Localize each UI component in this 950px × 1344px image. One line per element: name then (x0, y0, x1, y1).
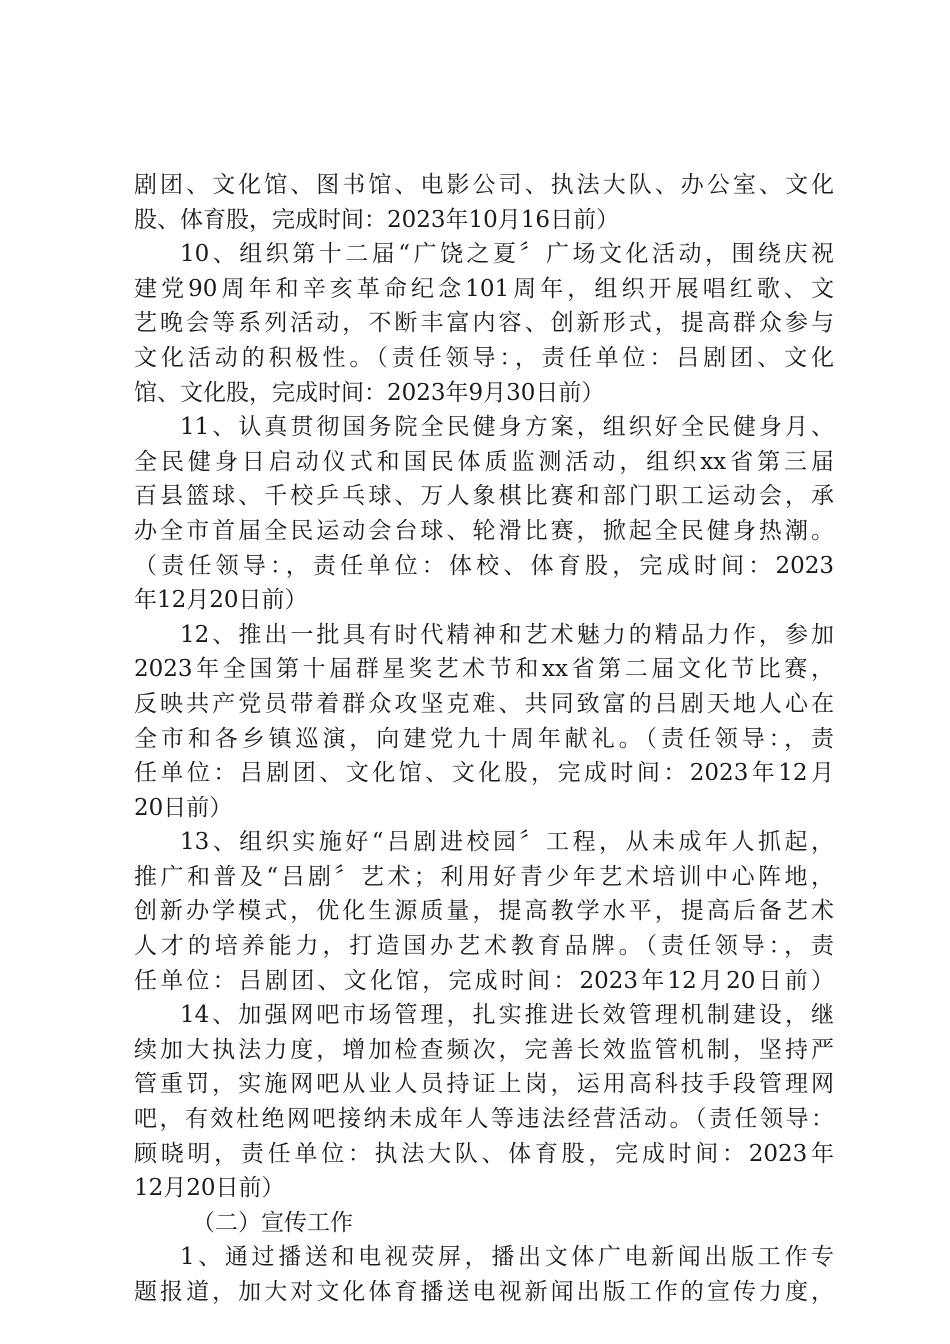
text-line: 12、推出一批具有时代精神和艺术魅力的精品力作，参加 (180, 621, 834, 648)
text-line: （责任领导：，责任单位：体校、体育股，完成时间：2023 (134, 552, 834, 579)
text-line: 12月20日前） (134, 1175, 285, 1202)
text-line: 馆、文化股，完成时间：2023年9月30日前） (134, 379, 605, 406)
text-line: 文化活动的积极性。（责任领导：，责任单位：吕剧团、文化 (134, 344, 834, 371)
text-line: 13、组织实施好“吕剧进校园〞工程，从未成年人抓起， (180, 829, 834, 856)
text-line: 年12月20日前） (134, 587, 308, 614)
text-line: 建党90周年和辛亥革命纪念101周年，组织开展唱红歌、文 (134, 275, 834, 302)
text-line: 创新办学模式，优化生源质量，提高教学水平，提高后备艺术 (134, 898, 834, 925)
text-line: 10、组织第十二届“广饶之夏〞广场文化活动，围绕庆祝 (180, 241, 834, 268)
text-line: 吧，有效杜绝网吧接纳未成年人等违法经营活动。（责任领导： (134, 1106, 834, 1133)
text-line: 题报道，加大对文化体育播送电视新闻出版工作的宣传力度， (134, 1279, 834, 1305)
text-line: 11、认真贯彻国务院全民健身方案，组织好全民健身月、 (180, 414, 834, 441)
text-line: 办全市首届全民运动会台球、轮滑比赛，掀起全民健身热潮。 (134, 517, 834, 544)
text-line: 艺晚会等系列活动，不断丰富内容、创新形式，提高群众参与 (134, 310, 834, 337)
text-line: 任单位：吕剧团、文化馆，完成时间：2023年12月20日前） (134, 967, 834, 994)
text-line: 20日前） (134, 794, 233, 821)
text-line: 百县篮球、千校乒乓球、万人象棋比赛和部门职工运动会，承 (134, 483, 834, 510)
text-line: 全民健身日启动仪式和国民体质监测活动，组织xx省第三届 (134, 448, 834, 475)
text-line: 任单位：吕剧团、文化馆、文化股，完成时间：2023年12月 (134, 760, 834, 787)
document-body (134, 168, 834, 1310)
text-line: 续加大执法力度，增加检查频次，完善长效监管机制，坚持严 (134, 1036, 834, 1063)
section-heading: （二）宣传工作 (192, 1209, 353, 1236)
text-line: 人才的培养能力，打造国办艺术教育品牌。（责任领导：，责 (134, 933, 834, 960)
text-line: 1、通过播送和电视荧屏，播出文体广电新闻出版工作专 (180, 1244, 834, 1271)
text-line: 推广和普及“吕剧〞艺术；利用好青少年艺术培训中心阵地， (134, 863, 834, 890)
text-line: 14、加强网吧市场管理，扎实推进长效管理机制建设，继 (180, 1002, 834, 1029)
text-line: 2023年全国第十届群星奖艺术节和xx省第二届文化节比赛， (134, 656, 834, 683)
text-line: 反映共产党员带着群众攻坚克难、共同致富的吕剧天地人心在 (134, 690, 834, 717)
text-line: 股、体育股，完成时间：2023年10月16日前） (134, 206, 620, 233)
text-line: 全市和各乡镇巡演，向建党九十周年献礼。（责任领导：，责 (134, 725, 834, 752)
text-line: 顾晓明，责任单位：执法大队、体育股，完成时间：2023年 (134, 1140, 834, 1167)
text-line: 管重罚，实施网吧从业人员持证上岗，运用高科技手段管理网 (134, 1071, 834, 1098)
text-line: 剧团、文化馆、图书馆、电影公司、执法大队、办公室、文化 (134, 172, 834, 198)
